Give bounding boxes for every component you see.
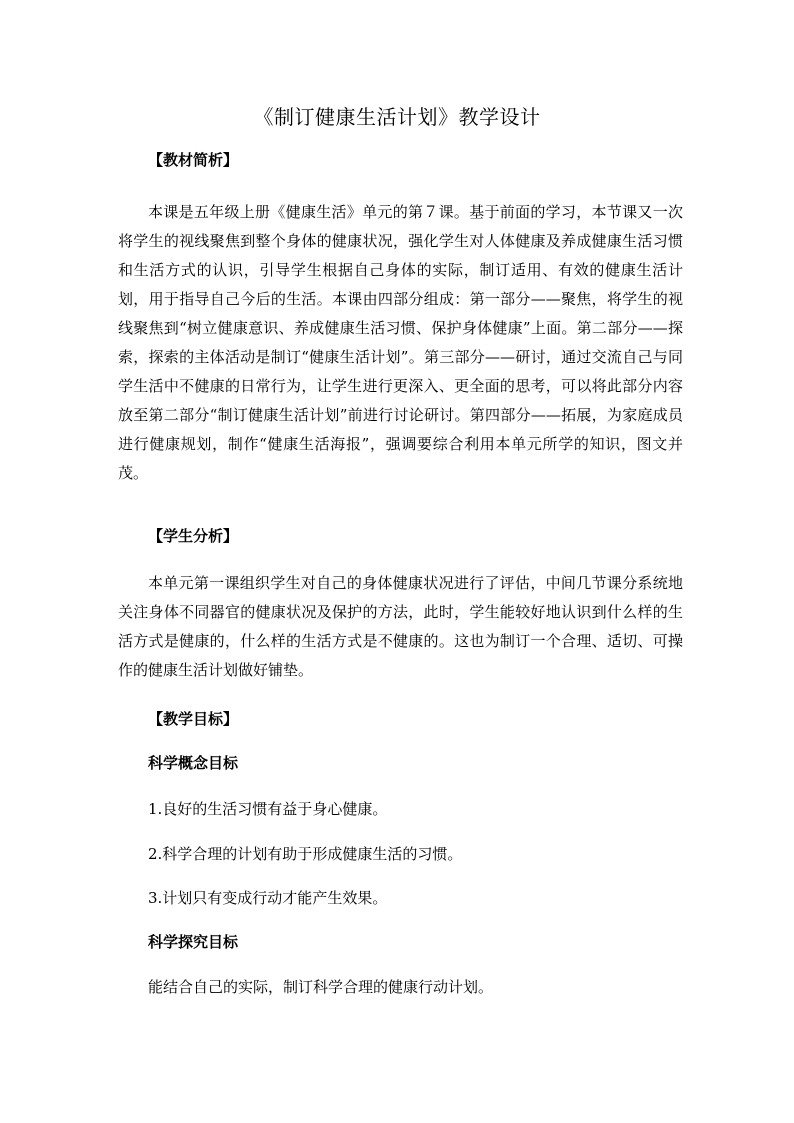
paragraph-student-analysis: 本单元第一课组织学生对自己的身体健康状况进行了评估，中间几节课分系统地关注身体不同器官的健康状况及保护的方法，此时，学生能较好地认识到什么样的生活方式是健康的，什么样的生活方式是不健康的。这也为制订一个合理、适切、可操作的健康生活计划做好铺垫。: [118, 574, 683, 679]
section-heading-teaching-goals: 【教学目标】: [148, 710, 239, 728]
document-title: 《制订健康生活计划》教学设计: [253, 105, 541, 129]
goal-item: 能结合自己的实际，制订科学合理的健康行动计划。: [148, 978, 494, 996]
paragraph-textbook-analysis: 本课是五年级上册《健康生活》单元的第７课。基于前面的学习，本节课又一次将学生的视线聚焦到整个身体的健康状况，强化学生对人体健康及养成健康生活习惯和生活方式的认识，引导学生根据自己身体的实际，制订适用、有效的健康生活计划，用于指导自己今后的生活。本课由四部分组成：第一部分——聚焦，将学生的视线聚焦到“树立健康意识、养成健康生活习惯、保护身体健康”上面。第二部分——探索，探索的主体活动是制订“健康生活计划”。第三部分——研讨，通过交流自己与同学生活中不健康的日常行为，让学生进行更深入、更全面的思考，可以将此部分内容放至第二部分“制订健康生活计划”前进行讨论研讨。第四部分——拓展，为家庭成员进行健康规划，制作“健康生活海报”，强调要综合利用本单元所学的知识，图文并茂。: [118, 203, 683, 482]
goal-item: 1.良好的生活习惯有益于身心健康。: [148, 800, 388, 818]
goal-group-title-inquiry: 科学探究目标: [148, 933, 239, 951]
section-heading-student-analysis: 【学生分析】: [148, 527, 239, 545]
goal-item: 3.计划只有变成行动才能产生效果。: [148, 889, 388, 907]
goal-item: 2.科学合理的计划有助于形成健康生活的习惯。: [148, 845, 463, 863]
goal-group-title-concept: 科学概念目标: [148, 754, 239, 772]
section-heading-textbook-analysis: 【教材简析】: [148, 151, 239, 169]
